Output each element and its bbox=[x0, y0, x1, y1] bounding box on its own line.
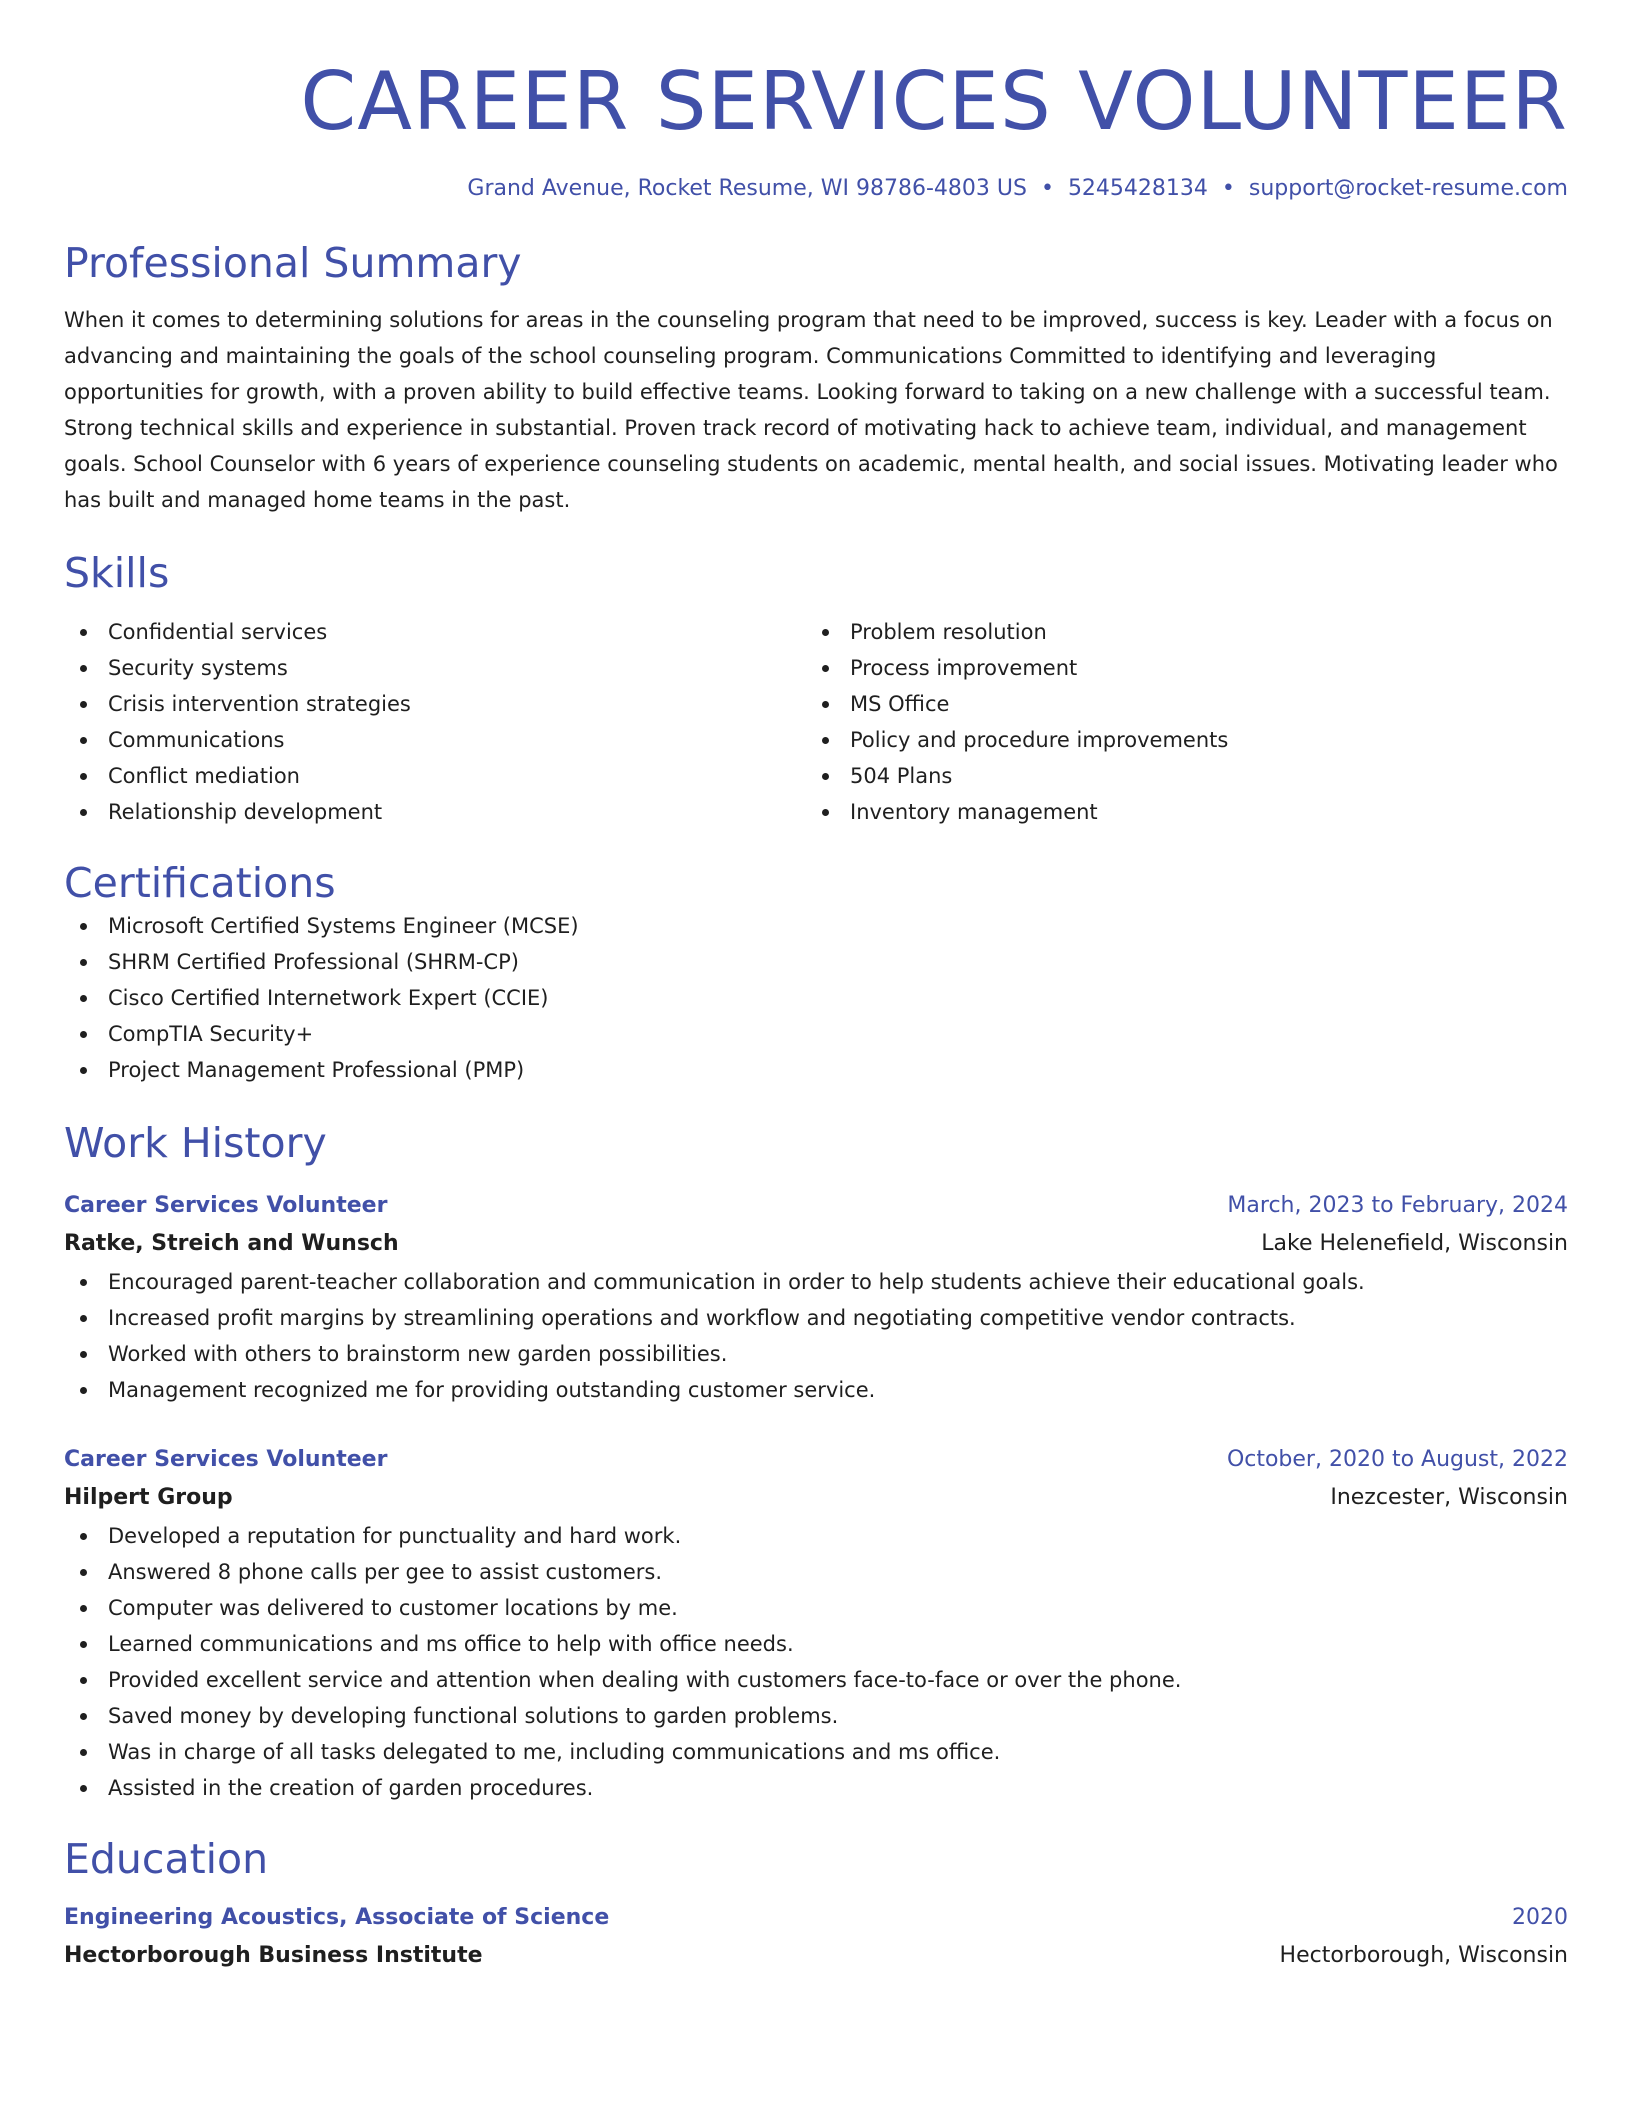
skills-list-left bbox=[64, 614, 806, 830]
education-location: Hectorborough, Wisconsin bbox=[1279, 1943, 1568, 1968]
job-bullet: Was in charge of all tasks delegated to me, including communications and ms office. bbox=[64, 1734, 1568, 1770]
resume-name: CAREER SERVICES VOLUNTEER bbox=[300, 55, 1568, 148]
skill-item: Security systems bbox=[64, 650, 806, 686]
certification-item: SHRM Certified Professional (SHRM-CP) bbox=[64, 944, 1568, 980]
job-location: Lake Helenefield, Wisconsin bbox=[1261, 1231, 1568, 1256]
education-school-row bbox=[64, 1936, 1568, 1976]
job-company: Ratke, Streich and Wunsch bbox=[64, 1231, 399, 1256]
certifications-heading: Certifications bbox=[64, 859, 336, 907]
job-dates: October, 2020 to August, 2022 bbox=[1226, 1447, 1568, 1472]
education-degree: Engineering Acoustics, Associate of Science bbox=[64, 1905, 610, 1930]
job-bullet: Learned communications and ms office to help with office needs. bbox=[64, 1626, 1568, 1662]
job-bullet: Provided excellent service and attention when dealing with customers face-to-face or over the phone. bbox=[64, 1662, 1568, 1698]
skill-item: Inventory management bbox=[806, 794, 1548, 830]
skill-item: Crisis intervention strategies bbox=[64, 686, 806, 722]
job-bullet: Developed a reputation for punctuality and hard work. bbox=[64, 1518, 1568, 1554]
work-history-heading: Work History bbox=[64, 1119, 327, 1167]
job-bullet: Answered 8 phone calls per gee to assist customers. bbox=[64, 1554, 1568, 1590]
job-bullet: Assisted in the creation of garden procedures. bbox=[64, 1770, 1568, 1806]
skills-grid bbox=[64, 614, 1568, 830]
certification-item: Project Management Professional (PMP) bbox=[64, 1052, 1568, 1088]
job-bullet: Encouraged parent-teacher collaboration and communication in order to help students achieve their educational goals. bbox=[64, 1264, 1568, 1300]
skill-item: Confidential services bbox=[64, 614, 806, 650]
education-school: Hectorborough Business Institute bbox=[64, 1943, 483, 1968]
job-bullet: Computer was delivered to customer locations by me. bbox=[64, 1590, 1568, 1626]
skill-item: Conflict mediation bbox=[64, 758, 806, 794]
education-header-row bbox=[64, 1900, 1568, 1936]
job-entry bbox=[64, 1442, 1568, 1806]
skills-column-left bbox=[64, 614, 806, 830]
contact-email[interactable]: support@rocket-resume.com bbox=[1248, 176, 1568, 201]
job-company-row bbox=[64, 1224, 1568, 1264]
job-header-row bbox=[64, 1188, 1568, 1224]
job-company: Hilpert Group bbox=[64, 1485, 233, 1510]
job-bullets bbox=[64, 1264, 1568, 1408]
job-entry bbox=[64, 1188, 1568, 1408]
job-dates: March, 2023 to February, 2024 bbox=[1227, 1193, 1568, 1218]
skill-item: MS Office bbox=[806, 686, 1548, 722]
job-bullet: Increased profit margins by streamlining operations and workflow and negotiating competitive vendor contracts. bbox=[64, 1300, 1568, 1336]
job-bullet: Worked with others to brainstorm new garden possibilities. bbox=[64, 1336, 1568, 1372]
certifications-list bbox=[64, 908, 1568, 1088]
summary-text: When it comes to determining solutions for areas in the counseling program that need to be improved, success is key. Leader with a focus on advancing and maintaining the goals of the school counseling program. Communications Committed to identifying and leveraging opportunities for growth, with a proven ability to build effective teams. Looking forward to taking on a new challenge with a successful team. Strong technical skills and experience in substantial. Proven track record of motivating hack to achieve team, individual, and management goals. School Counselor with 6 years of experience counseling students on academic, mental health, and social issues. Motivating leader who has built and managed home teams in the past. bbox=[64, 308, 1558, 512]
skill-item: Process improvement bbox=[806, 650, 1548, 686]
contact-line bbox=[64, 174, 1568, 204]
contact-phone: 5245428134 bbox=[1067, 176, 1208, 201]
skill-item: Relationship development bbox=[64, 794, 806, 830]
skill-item: 504 Plans bbox=[806, 758, 1548, 794]
contact-separator: • bbox=[1221, 176, 1235, 201]
contact-address: Grand Avenue, Rocket Resume, WI 98786-4803 US bbox=[467, 176, 1027, 201]
job-company-row bbox=[64, 1478, 1568, 1518]
certification-item: Cisco Certified Internetwork Expert (CCIE) bbox=[64, 980, 1568, 1016]
education-year: 2020 bbox=[1512, 1905, 1568, 1930]
skills-heading: Skills bbox=[64, 549, 170, 597]
job-role: Career Services Volunteer bbox=[64, 1447, 388, 1472]
skill-item: Policy and procedure improvements bbox=[806, 722, 1548, 758]
skill-item: Problem resolution bbox=[806, 614, 1548, 650]
skills-column-right bbox=[806, 614, 1548, 830]
education-entry bbox=[64, 1900, 1568, 1976]
job-header-row bbox=[64, 1442, 1568, 1478]
job-bullet: Saved money by developing functional solutions to garden problems. bbox=[64, 1698, 1568, 1734]
certification-item: CompTIA Security+ bbox=[64, 1016, 1568, 1052]
skill-item: Communications bbox=[64, 722, 806, 758]
education-heading: Education bbox=[64, 1835, 269, 1883]
job-role: Career Services Volunteer bbox=[64, 1193, 388, 1218]
contact-separator: • bbox=[1040, 176, 1054, 201]
job-location: Inezcester, Wisconsin bbox=[1330, 1485, 1568, 1510]
certification-item: Microsoft Certified Systems Engineer (MCSE) bbox=[64, 908, 1568, 944]
skills-list-right bbox=[806, 614, 1548, 830]
job-bullets bbox=[64, 1518, 1568, 1806]
summary-heading: Professional Summary bbox=[64, 239, 522, 287]
job-bullet: Management recognized me for providing outstanding customer service. bbox=[64, 1372, 1568, 1408]
